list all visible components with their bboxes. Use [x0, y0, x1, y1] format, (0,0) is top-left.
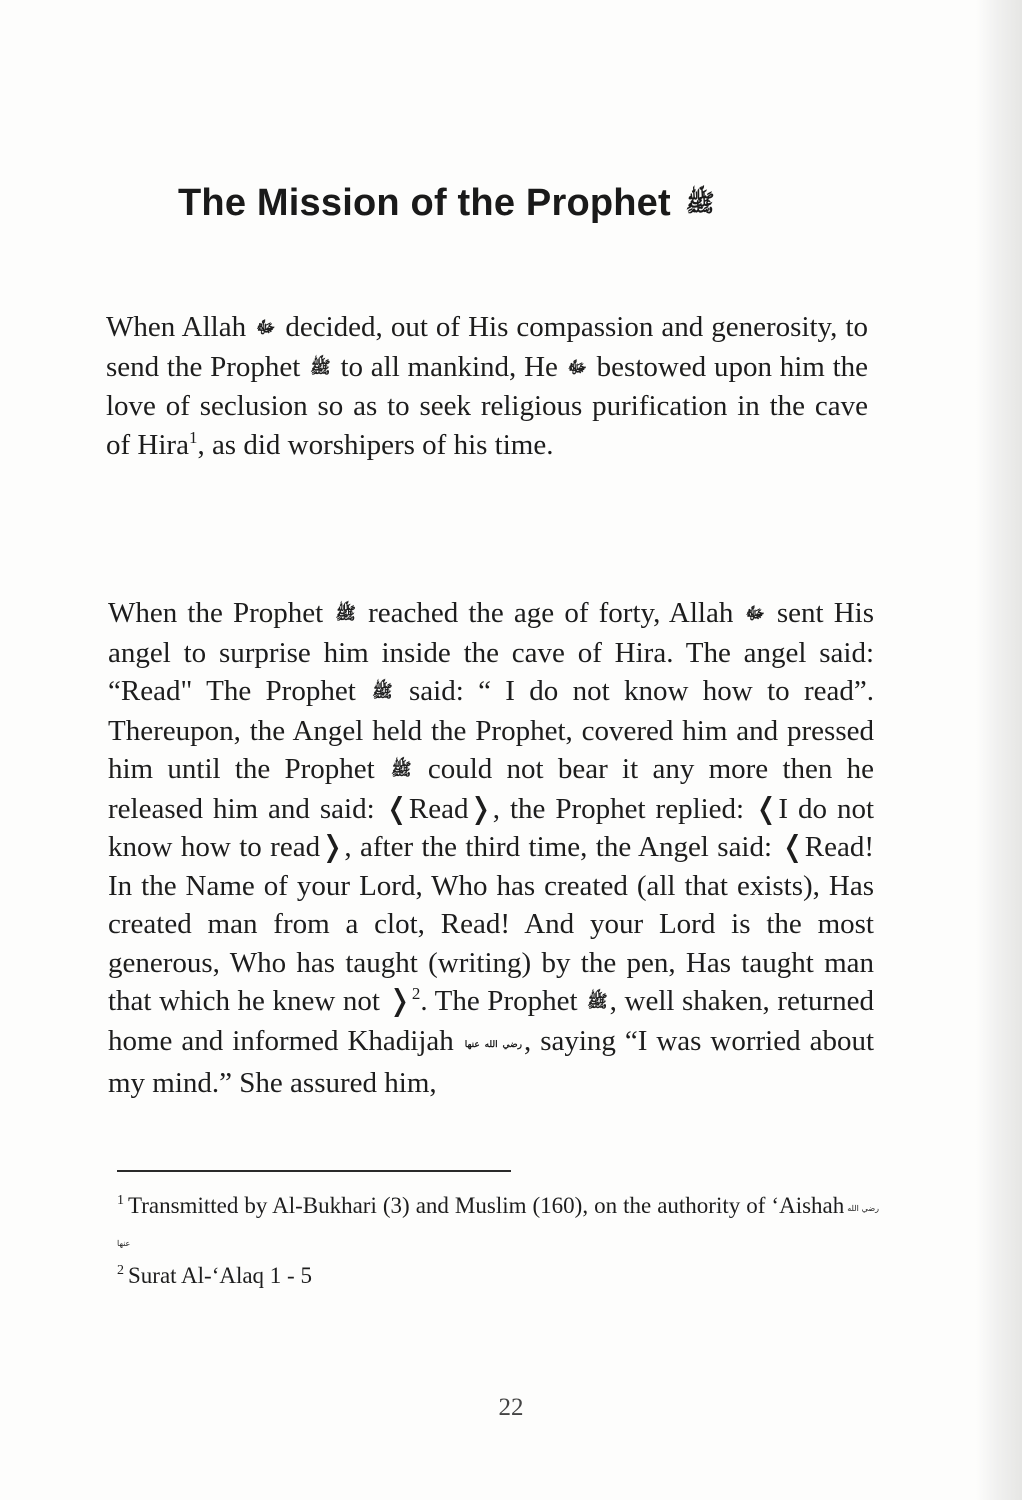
footnote-ref-1: 1 [188, 427, 198, 447]
footnote-marker: 2 [117, 1263, 124, 1278]
text-segment: . The Prophet [420, 985, 578, 1017]
chapter-title [178, 182, 838, 225]
text-segment: sent His angel to surprise him inside the cave of Hira. The angel said: “Read" The Prophet [108, 597, 875, 707]
honorific-symbol: ﷺ [310, 357, 331, 378]
text-segment: decided, out of His compassion and generosity, to send the Prophet [106, 311, 869, 383]
text-segment: , well shaken, returned home and informed Khadijah [108, 985, 874, 1057]
footnote-text: Surat Al-‘Alaq 1 - 5 [128, 1263, 312, 1288]
text-segment: When Allah [106, 311, 247, 343]
text-segment: could not bear it any more then he released him and said: ❬Read❭, the Prophet replied: ❬I do not know how to read❭, after the third time, the Angel said: ❬Read! In the Name of your Lord, Who has created (all that exists), Has created man from a clot, Read! And your Lord is the most generous, Who has taught (writing) by the pen, Has taught man that which he knew not ❭ [108, 753, 875, 1017]
footnotes [117, 1190, 879, 1292]
footnote-marker: 1 [117, 1193, 124, 1208]
honorific-symbol: رضي الله عنها [464, 1039, 522, 1050]
honorific-symbol: رضي الله عنها [117, 1204, 879, 1248]
chapter-title-text: The Mission of the Prophet [178, 182, 671, 224]
honorific-symbol: ﷺ [685, 188, 715, 217]
text-segment: bestowed upon him the love of seclusion so as to seek religious purification in the cave of Hira [106, 350, 869, 461]
text-segment: to all mankind, He [340, 350, 558, 383]
footnote-1 [117, 1190, 879, 1260]
text-segment: , as did worshipers of his time. [197, 428, 554, 461]
footnote-ref-2: 2 [411, 984, 421, 1003]
paragraph-1 [106, 308, 868, 464]
footnote-divider [117, 1170, 511, 1172]
footnote-2 [117, 1260, 879, 1292]
text-segment: , saying “I was worried about my mind.” She assured him, [108, 1024, 875, 1099]
honorific-symbol: ﷻ [256, 318, 276, 338]
honorific-symbol: ﷻ [745, 604, 765, 624]
text-segment: When the Prophet [108, 597, 324, 629]
text-segment: said: “ I do not know how to read”. Thereupon, the Angel held the Prophet, covered him and pressed him until the Prophet [108, 675, 875, 785]
text-segment: reached the age of forty, Allah [368, 597, 734, 629]
honorific-symbol: ﷺ [335, 604, 356, 624]
honorific-symbol: ﷻ [567, 357, 587, 378]
honorific-symbol: ﷺ [587, 992, 608, 1012]
page-edge-shadow [976, 0, 1022, 1500]
honorific-symbol: ﷺ [391, 760, 412, 780]
paragraph-2 [108, 594, 874, 1103]
footnote-text: Transmitted by Al-Bukhari (3) and Muslim (160), on the authority of ‘Aishah [128, 1193, 845, 1218]
honorific-symbol: ﷺ [372, 682, 393, 702]
page-number: 22 [498, 1394, 524, 1421]
